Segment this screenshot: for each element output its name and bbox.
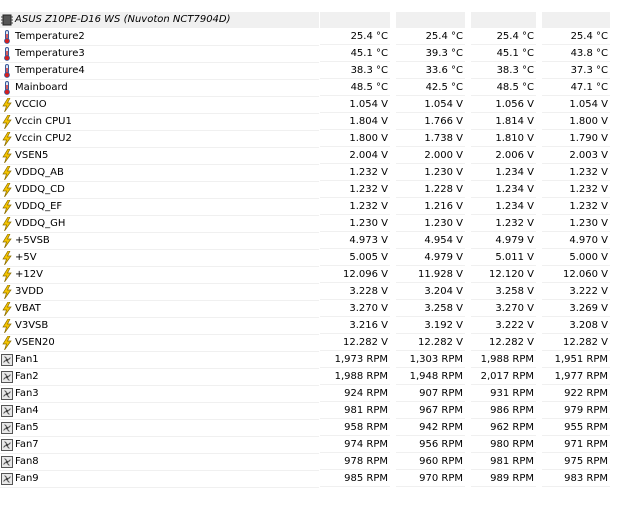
current-value: 974 RPM [320, 437, 390, 453]
avg-value: 1.790 V [542, 131, 610, 147]
sensor-label: VBAT [15, 303, 41, 314]
current-value: 924 RPM [320, 386, 390, 402]
avg-value: 971 RPM [542, 437, 610, 453]
sensor-name-cell [0, 63, 319, 80]
sensor-row[interactable] [0, 437, 619, 454]
sensor-row[interactable] [0, 454, 619, 471]
sensor-name-cell [0, 284, 319, 301]
thermometer-icon [1, 81, 13, 95]
voltage-icon [1, 98, 13, 112]
fan-icon [1, 455, 13, 469]
sensor-name-cell [0, 165, 319, 182]
min-value: 970 RPM [396, 471, 465, 487]
min-value: 1.738 V [396, 131, 465, 147]
sensor-row[interactable] [0, 131, 619, 148]
sensor-name-cell [0, 267, 319, 284]
sensor-name-cell [0, 250, 319, 267]
sensor-name-cell [0, 369, 319, 386]
max-value: 2.006 V [471, 148, 536, 164]
chip-icon [1, 13, 13, 27]
sensor-group-title: ASUS Z10PE-D16 WS (Nuvoton NCT7904D) [15, 14, 231, 25]
current-value: 5.005 V [320, 250, 390, 266]
avg-value: 1.800 V [542, 114, 610, 130]
sensor-name-cell [0, 318, 319, 335]
thermometer-icon [1, 64, 13, 78]
sensor-label: +5VSB [15, 235, 50, 246]
avg-value: 983 RPM [542, 471, 610, 487]
avg-value: 1,977 RPM [542, 369, 610, 385]
max-value: 12.282 V [471, 335, 536, 351]
avg-value: 979 RPM [542, 403, 610, 419]
sensor-name-cell [0, 97, 319, 114]
min-value: 2.000 V [396, 148, 465, 164]
avg-value: 2.003 V [542, 148, 610, 164]
sensor-row[interactable] [0, 63, 619, 80]
avg-value: 4.970 V [542, 233, 610, 249]
sensor-name-cell [0, 301, 319, 318]
sensor-name-cell [0, 471, 319, 488]
sensor-label: VDDQ_GH [15, 218, 66, 229]
min-value: 4.954 V [396, 233, 465, 249]
sensor-label: Fan2 [15, 371, 39, 382]
min-value: 1,948 RPM [396, 369, 465, 385]
current-value: 3.228 V [320, 284, 390, 300]
voltage-icon [1, 268, 13, 282]
sensor-label: +5V [15, 252, 37, 263]
current-value: 48.5 °C [320, 80, 390, 96]
sensor-label: 3VDD [15, 286, 44, 297]
min-value: 960 RPM [396, 454, 465, 470]
sensor-label: +12V [15, 269, 43, 280]
sensor-row[interactable] [0, 216, 619, 233]
avg-value: 43.8 °C [542, 46, 610, 62]
fan-icon [1, 353, 13, 367]
avg-value: 3.222 V [542, 284, 610, 300]
sensor-name-cell [0, 233, 319, 250]
avg-value: 955 RPM [542, 420, 610, 436]
avg-value: 3.208 V [542, 318, 610, 334]
max-value: 931 RPM [471, 386, 536, 402]
current-value: 1,988 RPM [320, 369, 390, 385]
max-value: 986 RPM [471, 403, 536, 419]
thermometer-icon [1, 30, 13, 44]
sensor-name-cell [0, 46, 319, 63]
sensor-label: VCCIO [15, 99, 47, 110]
current-value: 38.3 °C [320, 63, 390, 79]
min-value: 1.230 V [396, 216, 465, 232]
max-value: 48.5 °C [471, 80, 536, 96]
current-value: 2.004 V [320, 148, 390, 164]
avg-value: 12.060 V [542, 267, 610, 283]
avg-value: 1.230 V [542, 216, 610, 232]
current-value: 958 RPM [320, 420, 390, 436]
sensor-row[interactable] [0, 165, 619, 182]
sensor-row[interactable] [0, 335, 619, 352]
max-value: 1,988 RPM [471, 352, 536, 368]
sensor-row[interactable] [0, 471, 619, 488]
sensor-name-cell [0, 386, 319, 403]
sensor-label: V3VSB [15, 320, 49, 331]
min-value: 1,303 RPM [396, 352, 465, 368]
sensor-row[interactable] [0, 148, 619, 165]
sensor-label: Fan5 [15, 422, 39, 433]
min-value: 967 RPM [396, 403, 465, 419]
sensor-label: VSEN5 [15, 150, 49, 161]
avg-value: 3.269 V [542, 301, 610, 317]
sensor-row[interactable] [0, 420, 619, 437]
sensor-row[interactable] [0, 284, 619, 301]
min-value: 907 RPM [396, 386, 465, 402]
max-value: 989 RPM [471, 471, 536, 487]
current-value: 1.054 V [320, 97, 390, 113]
sensor-label: Fan8 [15, 456, 39, 467]
sensor-label: Temperature4 [15, 65, 85, 76]
avg-value: 37.3 °C [542, 63, 610, 79]
max-value: 3.222 V [471, 318, 536, 334]
sensor-label: VDDQ_AB [15, 167, 64, 178]
voltage-icon [1, 200, 13, 214]
avg-value: 1,951 RPM [542, 352, 610, 368]
voltage-icon [1, 217, 13, 231]
current-value: 3.270 V [320, 301, 390, 317]
sensor-row[interactable] [0, 301, 619, 318]
voltage-icon [1, 132, 13, 146]
sensor-label: VSEN20 [15, 337, 55, 348]
sensor-row[interactable] [0, 369, 619, 386]
sensor-name-cell [0, 114, 319, 131]
avg-value: 1.232 V [542, 199, 610, 215]
fan-icon [1, 472, 13, 486]
sensor-name-cell [0, 437, 319, 454]
current-value: 978 RPM [320, 454, 390, 470]
voltage-icon [1, 302, 13, 316]
voltage-icon [1, 251, 13, 265]
current-value: 12.096 V [320, 267, 390, 283]
min-value: 39.3 °C [396, 46, 465, 62]
header-col-current [320, 12, 390, 29]
sensor-name-cell [0, 199, 319, 216]
min-value: 33.6 °C [396, 63, 465, 79]
max-value: 1.056 V [471, 97, 536, 113]
max-value: 1.234 V [471, 165, 536, 181]
current-value: 25.4 °C [320, 29, 390, 45]
current-value: 1.232 V [320, 182, 390, 198]
sensor-label: Fan9 [15, 473, 39, 484]
max-value: 4.979 V [471, 233, 536, 249]
sensor-row[interactable] [0, 80, 619, 97]
sensor-name-cell [0, 335, 319, 352]
current-value: 12.282 V [320, 335, 390, 351]
max-value: 38.3 °C [471, 63, 536, 79]
voltage-icon [1, 234, 13, 248]
avg-value: 1.232 V [542, 165, 610, 181]
sensor-row[interactable] [0, 114, 619, 131]
min-value: 3.258 V [396, 301, 465, 317]
avg-value: 1.232 V [542, 182, 610, 198]
sensor-row[interactable] [0, 267, 619, 284]
header-col-max [471, 12, 536, 29]
fan-icon [1, 370, 13, 384]
avg-value: 5.000 V [542, 250, 610, 266]
max-value: 1.234 V [471, 199, 536, 215]
sensor-row[interactable] [0, 403, 619, 420]
sensor-group-title-cell [0, 12, 319, 29]
sensor-name-cell [0, 148, 319, 165]
sensor-label: Vccin CPU1 [15, 116, 72, 127]
min-value: 11.928 V [396, 267, 465, 283]
sensor-label: Fan3 [15, 388, 39, 399]
sensor-label: Fan1 [15, 354, 39, 365]
max-value: 1.234 V [471, 182, 536, 198]
thermometer-icon [1, 47, 13, 61]
sensor-label: Fan4 [15, 405, 39, 416]
sensor-label: Mainboard [15, 82, 68, 93]
sensor-group-header[interactable] [0, 12, 619, 29]
current-value: 981 RPM [320, 403, 390, 419]
voltage-icon [1, 183, 13, 197]
sensor-label: Fan7 [15, 439, 39, 450]
avg-value: 12.282 V [542, 335, 610, 351]
sensor-row[interactable] [0, 97, 619, 114]
sensor-label: VDDQ_EF [15, 201, 63, 212]
sensor-row[interactable] [0, 199, 619, 216]
fan-icon [1, 404, 13, 418]
sensor-name-cell [0, 131, 319, 148]
sensor-name-cell [0, 403, 319, 420]
current-value: 45.1 °C [320, 46, 390, 62]
avg-value: 47.1 °C [542, 80, 610, 96]
header-col-avg [542, 12, 610, 29]
max-value: 12.120 V [471, 267, 536, 283]
max-value: 962 RPM [471, 420, 536, 436]
sensor-name-cell [0, 352, 319, 369]
max-value: 3.270 V [471, 301, 536, 317]
max-value: 1.232 V [471, 216, 536, 232]
current-value: 1,973 RPM [320, 352, 390, 368]
voltage-icon [1, 336, 13, 350]
sensor-name-cell [0, 454, 319, 471]
min-value: 1.230 V [396, 165, 465, 181]
sensor-row[interactable] [0, 318, 619, 335]
voltage-icon [1, 285, 13, 299]
min-value: 42.5 °C [396, 80, 465, 96]
voltage-icon [1, 115, 13, 129]
sensor-name-cell [0, 80, 319, 97]
max-value: 5.011 V [471, 250, 536, 266]
sensor-label: VDDQ_CD [15, 184, 65, 195]
min-value: 25.4 °C [396, 29, 465, 45]
sensor-row[interactable] [0, 182, 619, 199]
voltage-icon [1, 149, 13, 163]
fan-icon [1, 438, 13, 452]
max-value: 3.258 V [471, 284, 536, 300]
current-value: 985 RPM [320, 471, 390, 487]
min-value: 1.766 V [396, 114, 465, 130]
sensor-row[interactable] [0, 29, 619, 46]
avg-value: 1.054 V [542, 97, 610, 113]
min-value: 4.979 V [396, 250, 465, 266]
sensor-label: Vccin CPU2 [15, 133, 72, 144]
min-value: 1.228 V [396, 182, 465, 198]
fan-icon [1, 421, 13, 435]
voltage-icon [1, 319, 13, 333]
min-value: 3.204 V [396, 284, 465, 300]
sensor-label: Temperature3 [15, 48, 85, 59]
avg-value: 975 RPM [542, 454, 610, 470]
sensor-name-cell [0, 182, 319, 199]
current-value: 1.804 V [320, 114, 390, 130]
sensor-row[interactable] [0, 250, 619, 267]
max-value: 980 RPM [471, 437, 536, 453]
sensor-name-cell [0, 420, 319, 437]
avg-value: 25.4 °C [542, 29, 610, 45]
max-value: 981 RPM [471, 454, 536, 470]
current-value: 1.232 V [320, 165, 390, 181]
min-value: 942 RPM [396, 420, 465, 436]
current-value: 3.216 V [320, 318, 390, 334]
sensor-row[interactable] [0, 386, 619, 403]
min-value: 12.282 V [396, 335, 465, 351]
max-value: 2,017 RPM [471, 369, 536, 385]
fan-icon [1, 387, 13, 401]
sensor-row[interactable] [0, 352, 619, 369]
current-value: 1.232 V [320, 199, 390, 215]
min-value: 956 RPM [396, 437, 465, 453]
min-value: 1.054 V [396, 97, 465, 113]
min-value: 3.192 V [396, 318, 465, 334]
max-value: 25.4 °C [471, 29, 536, 45]
sensor-label: Temperature2 [15, 31, 85, 42]
current-value: 1.800 V [320, 131, 390, 147]
sensor-row[interactable] [0, 233, 619, 250]
max-value: 45.1 °C [471, 46, 536, 62]
sensor-row[interactable] [0, 46, 619, 63]
sensor-name-cell [0, 29, 319, 46]
avg-value: 922 RPM [542, 386, 610, 402]
min-value: 1.216 V [396, 199, 465, 215]
current-value: 4.973 V [320, 233, 390, 249]
current-value: 1.230 V [320, 216, 390, 232]
header-col-min [396, 12, 465, 29]
sensor-name-cell [0, 216, 319, 233]
voltage-icon [1, 166, 13, 180]
max-value: 1.814 V [471, 114, 536, 130]
max-value: 1.810 V [471, 131, 536, 147]
